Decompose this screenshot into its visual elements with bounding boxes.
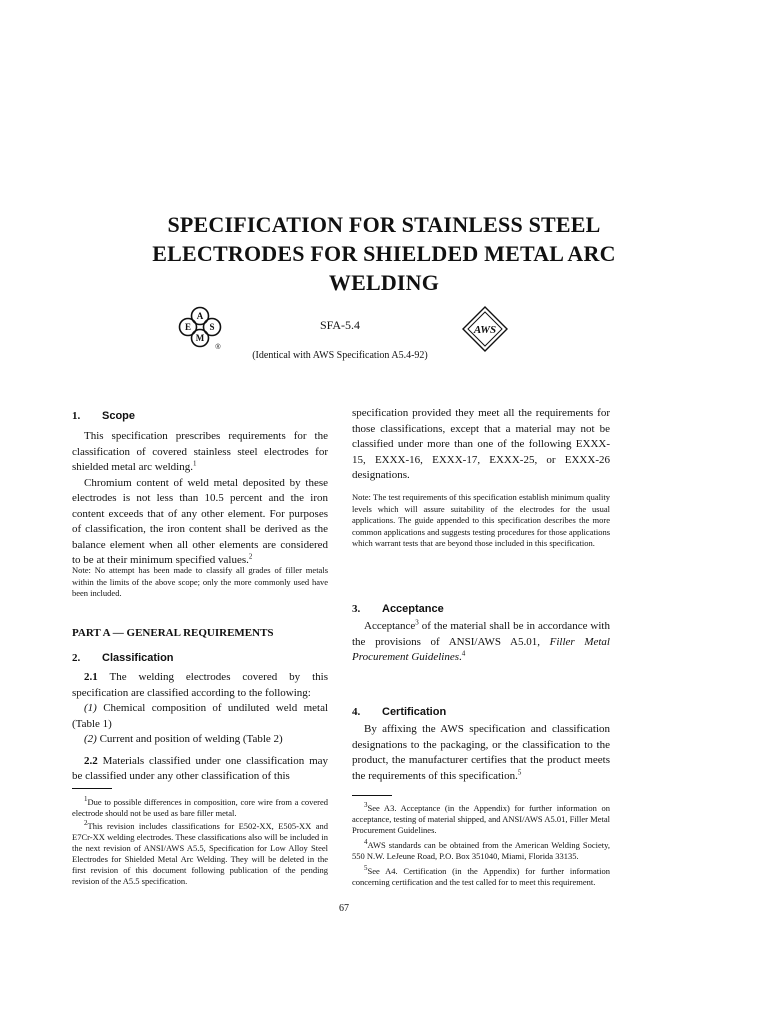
footnote-1: $^1$Due to possible differences in composition, core wire from a covered electrode should not be used as bare filler metal. [72,795,328,818]
section-1-body [72,429,328,569]
section-2-title: Classification [102,652,174,664]
classification-note: Note: The test requirements of this specification establish minimum quality levels which will assure suitability of the electrodes for the usual applications. The guide appended to this specification describes the more common applications and suggests testing procedures for those applications which warrant tests that are beyond those included in this specification. [352,492,610,548]
scope-paragraph-1: This specification prescribes requirements for the classification of covered stainless steel electrodes for shielded metal arc welding.$^1$ [72,430,328,473]
section-3-body [352,619,610,666]
identical-note: (Identical with AWS Specification A5.4-92) [252,350,428,361]
footnote-4: $^4$AWS standards can be obtained from the American Welding Society, 550 N.W. LeJeune Road, P.O. Box 351040, Miami, Florida 33135. [352,838,610,861]
aws-diamond-logo-icon [462,306,508,352]
classification-item-1: (1) Chemical composition of undiluted weld metal (Table 1) [72,702,329,730]
section-4-title: Certification [382,706,447,718]
asme-letter-e: E [184,322,192,332]
spec-number: SFA-5.4 [319,318,361,332]
footnote-2: $^2$This revision includes classifications for E502-XX, E505-XX and E7Cr-XX welding electrodes. These classifications also will be included in the next revision of ANSI/AWS A5.5, Specification for Low Alloy Steel Electrodes for Shielded Metal Arc Welding. They will be deleted in the first revision of this document following publication of the pending revision of the A5.5 specification. [72,819,328,886]
document-title [60,210,708,297]
title-line-2: ELECTRODES FOR SHIELDED METAL ARC [152,241,616,266]
acceptance-paragraph: Acceptance$^3$ of the material shall be in accordance with the provisions of ANSI/AWS A5.01, Filler Metal Procurement Guidelines.$^4$ [352,618,610,663]
footnote-5: $^5$See A4. Certification (in the Appendix) for further information concerning certification and the test called for to meet this requirement. [352,864,610,887]
asme-letter-s: S [209,322,215,332]
classification-item-2: (2) Current and position of welding (Table 2) [84,733,283,745]
registered-mark: ® [215,344,221,350]
paragraph-2-1: 2.1 The welding electrodes covered by this specification are classified according to the following: [72,671,328,699]
scope-paragraph-2: Chromium content of weld metal deposited by these electrodes is not less than 10.5 percent and the iron content exceeds that of any other element. For purposes of classification, the iron content shall be derived as the balance element when all other elements are considered to be at their minimum specified values.$^2$ [72,476,328,566]
footnotes-left [72,797,328,887]
section-1-title: Scope [102,410,136,422]
section-4-heading [352,702,610,720]
scope-note: Note: No attempt has been made to classify all grades of filler metals within the limits of the above scope; only the more commonly used have been included. [72,565,328,598]
footnote-3: $^3$See A3. Acceptance (in the Appendix) for further information on acceptance, testing of material shipped, and ANSI/AWS A5.01, Filler Metal Procurement Guidelines. [352,801,610,835]
section-4-body [352,722,610,784]
footnote-divider-right [352,795,392,796]
footnote-divider-left [72,788,112,789]
title-line-3: WELDING [328,270,440,295]
section-2-heading [72,648,328,666]
section-3-title: Acceptance [382,603,444,615]
title-line-1: SPECIFICATION FOR STAINLESS STEEL [167,212,601,237]
asme-letter-a: A [196,311,204,321]
section-2-continued: specification provided they meet all the requirements for those classifications, except that a material may not be classified under more than one of the following EXXX-15, EXXX-16, EXXX-17, EXXX-25, or EXXX-26 designations. [352,407,610,481]
aws-logo-text: AWS [473,324,497,336]
section-2-number: 2. [72,652,81,664]
section-2-body [72,670,328,785]
section-1-heading [72,406,328,424]
asme-boiler-code-stamp-icon [178,306,222,350]
certification-paragraph: By affixing the AWS specification and classification designations to the packaging, or the classification to the product, the manufacturer certifies that the product meets the requirements of this specification.$^5$ [352,723,610,782]
section-3-number: 3. [352,603,361,615]
section-1-number: 1. [72,410,81,422]
footnotes-right [352,803,610,888]
part-a-heading: PART A — GENERAL REQUIREMENTS [72,627,274,639]
paragraph-2-2: 2.2 Materials classified under one classification may be classified under any other classification of this [72,754,329,782]
section-3-heading [352,599,610,617]
asme-letter-m: M [195,333,205,343]
section-4-number: 4. [352,706,361,718]
page-number: 67 [339,903,349,914]
